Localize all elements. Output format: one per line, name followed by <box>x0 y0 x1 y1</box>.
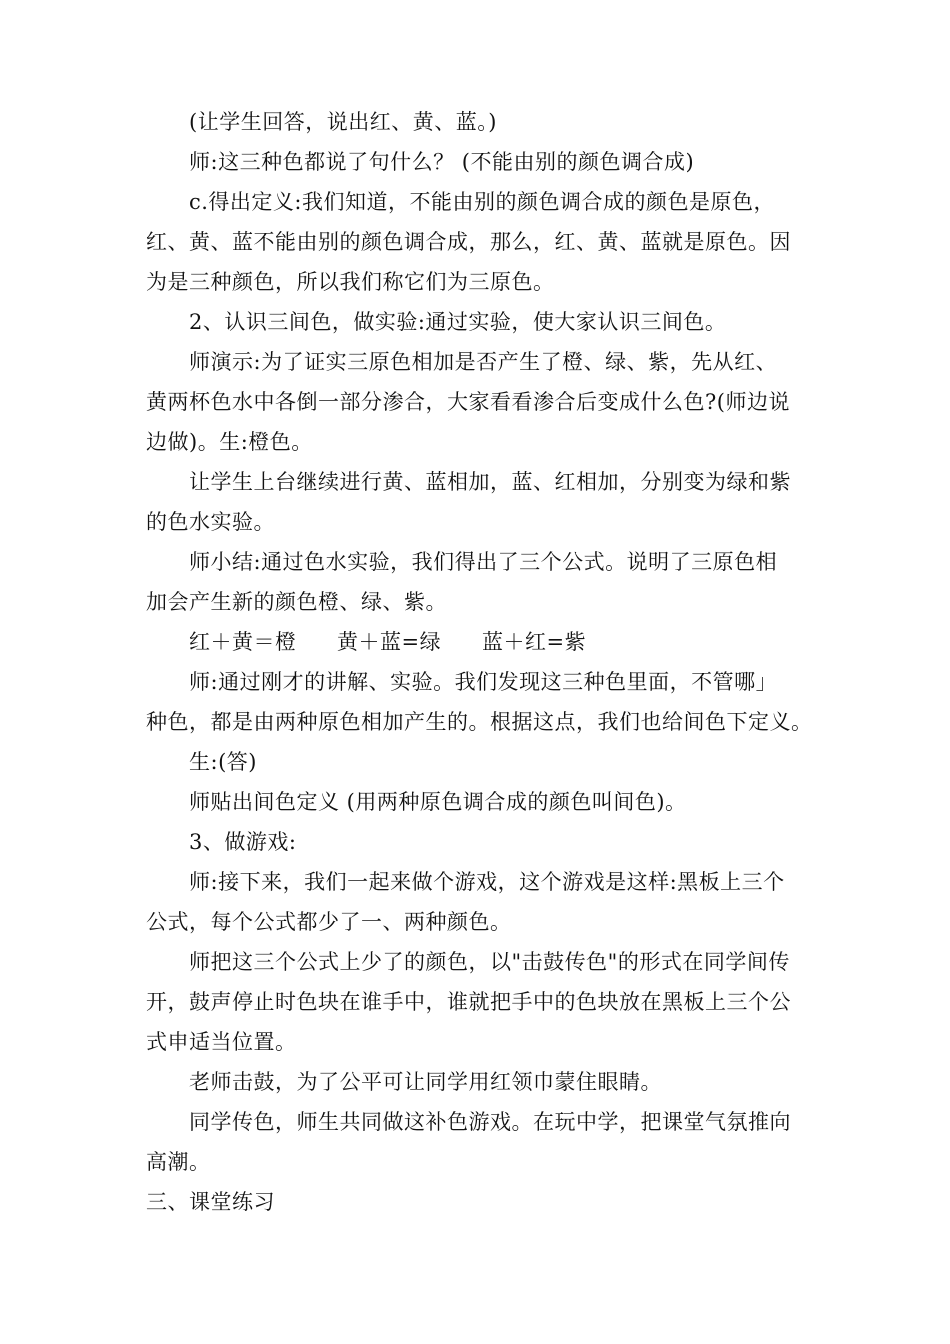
paragraph-line: 开，鼓声停止时色块在谁手中，谁就把手中的色块放在黑板上三个公 <box>146 990 791 1014</box>
paragraph-line: 高潮。 <box>146 1150 211 1174</box>
paragraph-line: 加会产生新的颜色橙、绿、紫。 <box>146 590 447 614</box>
paragraph-line: 师小结:通过色水实验，我们得出了三个公式。说明了三原色相 <box>189 550 778 574</box>
paragraph-line: 老师击鼓，为了公平可让同学用红领巾蒙住眼睛。 <box>189 1070 662 1094</box>
paragraph-line: 的色水实验。 <box>146 510 275 534</box>
formula-green: 黄＋蓝=绿 <box>337 630 442 654</box>
section-heading: 3、做游戏: <box>189 830 297 854</box>
paragraph-line: 种色，都是由两种原色相加产生的。根据这点，我们也给间色下定义。 <box>146 710 813 734</box>
document-body <box>146 102 813 1222</box>
paragraph-line: 师:通过刚才的讲解、实验。我们发现这三种色里面，不管哪」 <box>189 670 778 694</box>
paragraph-line: 让学生上台继续进行黄、蓝相加，蓝、红相加，分别变为绿和紫 <box>189 470 791 494</box>
color-formulas <box>146 622 810 662</box>
paragraph-line: 师:这三种色都说了句什么？ (不能由别的颜色调合成) <box>189 150 695 174</box>
paragraph-line: 红、黄、蓝不能由别的颜色调合成，那么，红、黄、蓝就是原色。因 <box>146 230 791 254</box>
paragraph-line: 师:接下来，我们一起来做个游戏，这个游戏是这样:黑板上三个 <box>189 870 785 894</box>
section-heading: 三、课堂练习 <box>146 1190 275 1214</box>
paragraph-line: 式申适当位置。 <box>146 1030 297 1054</box>
paragraph-line: c.得出定义:我们知道，不能由别的颜色调合成的颜色是原色， <box>189 190 776 214</box>
paragraph-line: 师演示:为了证实三原色相加是否产生了橙、绿、紫，先从红、 <box>189 350 778 374</box>
paragraph-line: 同学传色，师生共同做这补色游戏。在玩中学，把课堂气氛推向 <box>189 1110 791 1134</box>
paragraph-line: 生:(答) <box>189 750 257 774</box>
formula-orange: 红＋黄＝橙 <box>189 630 297 654</box>
paragraph-line: 2、认识三间色，做实验:通过实验，使大家认识三间色。 <box>189 310 727 334</box>
paragraph-line: 边做)。生:橙色。 <box>146 430 313 454</box>
paragraph-line: 公式，每个公式都少了一、两种颜色。 <box>146 910 512 934</box>
paragraph-line: (让学生回答，说出红、黄、蓝。) <box>189 110 497 134</box>
paragraph-line: 师把这三个公式上少了的颜色，以"击鼓传色"的形式在同学间传 <box>189 950 790 974</box>
paragraph-line: 为是三种颜色，所以我们称它们为三原色。 <box>146 270 555 294</box>
formula-purple: 蓝＋红=紫 <box>482 630 587 654</box>
paragraph-line: 师贴出间色定义 (用两种原色调合成的颜色叫间色)。 <box>189 790 687 814</box>
paragraph-line: 黄两杯色水中各倒一部分渗合，大家看看渗合后变成什么色?(师边说 <box>146 390 790 414</box>
